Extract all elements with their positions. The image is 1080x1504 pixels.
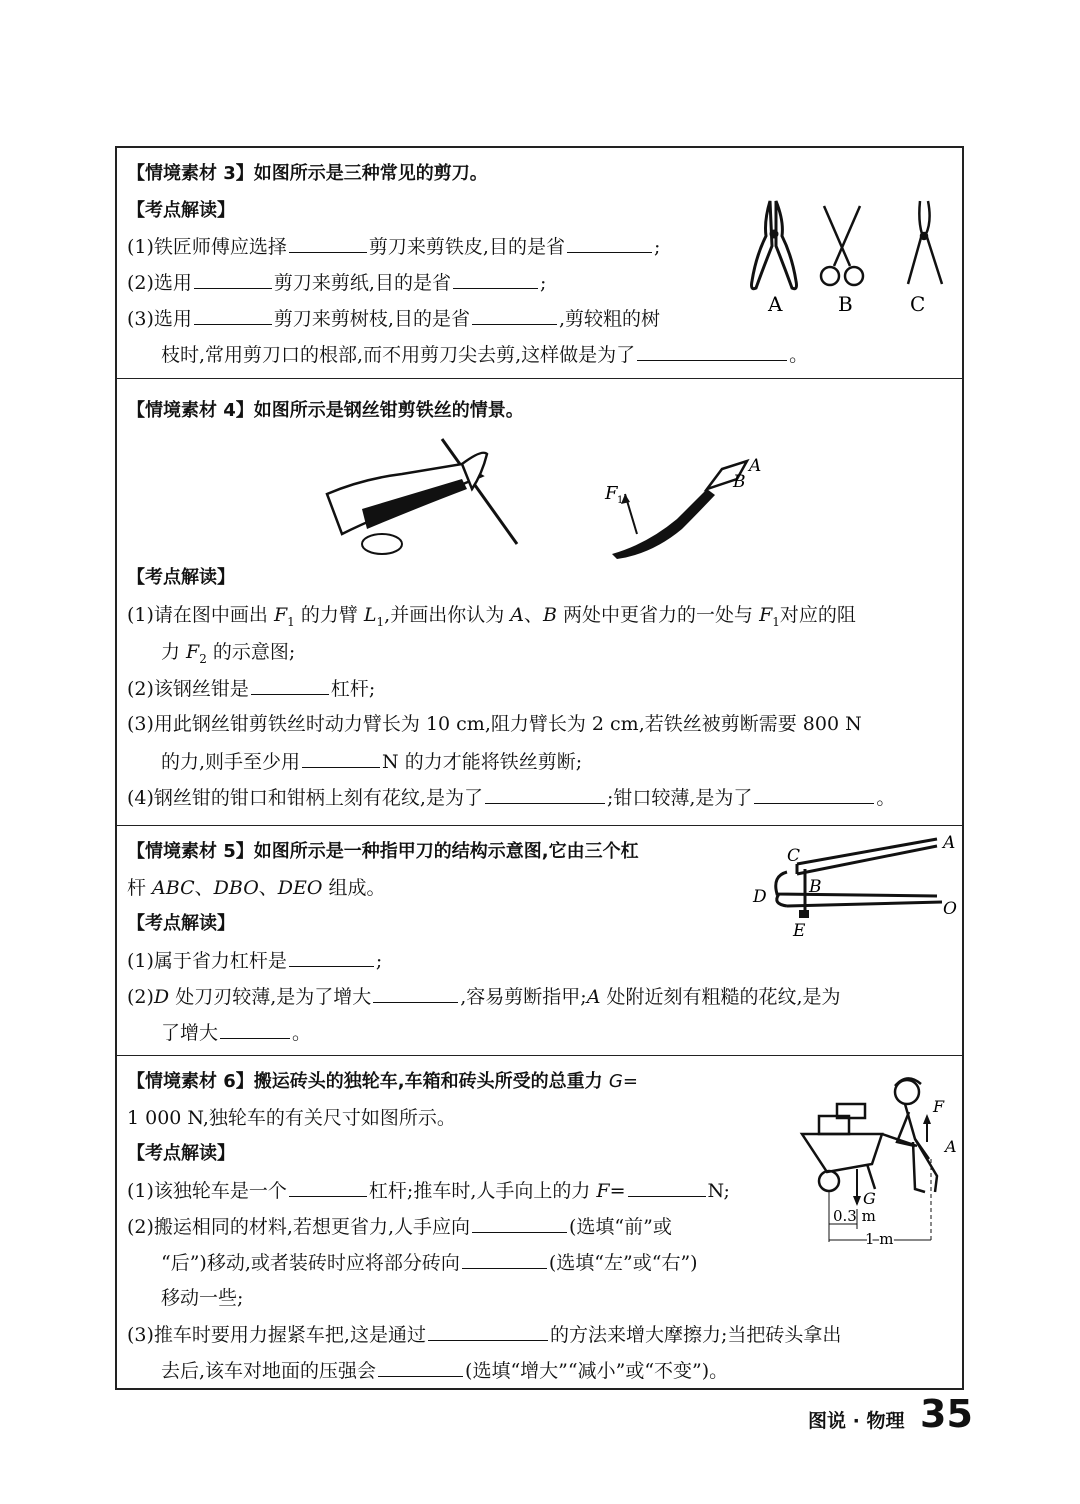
label-c: C [910,292,926,316]
s5-question-2: (2)D 处刀刃较薄,是为了增大 ,容易剪断指甲;A 处附近刻有粗糙的花纹,是为 [127,986,841,1008]
scissors-icon [821,206,863,285]
s6-question-3: (3)推车时要用力握紧车把,这是通过 的方法来增大摩擦力;当把砖头拿出 [127,1324,842,1346]
footer-label: 图说 · 物理 [808,1410,905,1432]
blank[interactable] [462,1250,547,1269]
s6-question-2-cont: “后”)移动,或者装砖时应将部分砖向 (选填“左”或“右”) [161,1252,698,1274]
blank[interactable] [453,270,538,289]
section-5-key-points: 【考点解读】 [127,913,235,934]
s4-question-2: (2)该钢丝钳是 杠杆; [127,678,376,700]
s3-question-3: (3)选用 剪刀来剪树枝,目的是省 ,剪较粗的树 [127,308,661,330]
blank[interactable] [628,1178,706,1197]
svg-text:F: F [605,483,618,504]
section-5-title: 【情境素材 5】如图所示是一种指甲刀的结构示意图,它由三个杠 [127,841,639,862]
section-5-title-cont: 杆 ABC、DBO、DEO 组成。 [127,877,386,899]
pliers-hand-figure [322,434,532,559]
svg-text:A: A [945,1137,957,1156]
svg-text:1: 1 [617,495,624,506]
blank[interactable] [220,1020,290,1039]
s6-question-1: (1)该独轮车是一个 杠杆;推车时,人手向上的力 F= N; [127,1180,730,1202]
section-3-key-points: 【考点解读】 [127,200,235,221]
blank[interactable] [289,234,367,253]
s4-question-3: (3)用此钢丝钳剪铁丝时动力臂长为 10 cm,阻力臂长为 2 cm,若铁丝被剪断需要 800 N [127,713,862,735]
s4-question-1: (1)请在图中画出 $F_1$ 的力臂 $L_1$,并画出你认为 A、B 两处中更省力的一处与 $F_1$对应的阻 [127,604,856,629]
s3-question-3-cont: 枝时,常用剪刀口的根部,而不用剪刀尖去剪,这样做是为了 。 [161,344,809,366]
section-3-title: 【情境素材 3】如图所示是三种常见的剪刀。 [127,163,488,184]
pruning-shears-icon [908,201,942,284]
section-material-4 [117,379,962,826]
label-a: A [768,292,783,316]
blank[interactable] [289,948,374,967]
svg-text:B: B [809,877,822,897]
nail-clipper-icon [776,839,942,914]
blank[interactable] [485,785,605,804]
s6-question-2: (2)搬运相同的材料,若想更省力,人手应向 (选填“前”或 [127,1216,672,1238]
blank[interactable] [194,306,272,325]
section-6-key-points: 【考点解读】 [127,1143,235,1164]
pliers-diagram-figure [597,449,777,559]
s3-question-1: (1)铁匠师傅应选择 剪刀来剪铁皮,目的是省 ; [127,236,661,258]
blank[interactable] [378,1358,463,1377]
wheelbarrow-figure [797,1064,967,1254]
s5-question-2-cont: 了增大 。 [161,1022,312,1044]
blank[interactable] [194,270,272,289]
scissors-figure [742,196,962,326]
section-material-3 [117,148,962,379]
blank[interactable] [251,676,329,695]
s3-question-2: (2)选用 剪刀来剪纸,目的是省 ; [127,272,547,294]
svg-text:1 m: 1 m [865,1230,894,1248]
blank[interactable] [754,785,874,804]
tin-snips-icon [752,201,797,289]
svg-text:O: O [943,899,957,919]
blank[interactable] [472,306,557,325]
svg-text:A: A [943,833,956,853]
svg-text:D: D [753,887,767,907]
page-number: 35 [920,1392,973,1436]
wheelbarrow-icon [802,1104,917,1191]
s4-question-1-cont: 力 $F_2$ 的示意图; [161,641,296,666]
section-material-5 [117,826,962,1056]
section-4-key-points: 【考点解读】 [127,567,235,588]
svg-text:C: C [787,846,801,866]
s4-question-4: (4)钢丝钳的钳口和钳柄上刻有花纹,是为了 ;钳口较薄,是为了 。 [127,787,896,809]
blank[interactable] [289,1178,367,1197]
blank[interactable] [428,1322,548,1341]
blank[interactable] [373,984,458,1003]
svg-text:F: F [933,1097,945,1116]
blank[interactable] [637,342,787,361]
s5-question-1: (1)属于省力杠杆是 ; [127,950,383,972]
svg-text:B: B [733,472,746,492]
s6-question-2-cont2: 移动一些; [161,1287,244,1309]
section-material-6 [117,1056,962,1392]
svg-text:0.3 m: 0.3 m [833,1207,876,1225]
s6-question-3-cont: 去后,该车对地面的压强会 (选填“增大”“减小”或“不变”)。 [161,1360,729,1382]
blank[interactable] [472,1214,567,1233]
thumb-shape [362,534,402,554]
blank[interactable] [302,749,380,768]
s4-question-3-cont: 的力,则手至少用 N 的力才能将铁丝剪断; [161,751,583,773]
svg-text:A: A [749,456,762,476]
nail-clipper-figure [747,834,962,944]
blank[interactable] [567,234,652,253]
worksheet-frame [115,146,964,1390]
label-b: B [838,292,853,316]
svg-text:G: G [863,1189,876,1208]
svg-text:E: E [793,921,806,941]
section-4-title: 【情境素材 4】如图所示是钢丝钳剪铁丝的情景。 [127,400,524,421]
section-6-title: 【情境素材 6】搬运砖头的独轮车,车箱和砖头所受的总重力 G= [127,1071,638,1092]
section-6-title-cont: 1 000 N,独轮车的有关尺寸如图所示。 [127,1107,456,1129]
